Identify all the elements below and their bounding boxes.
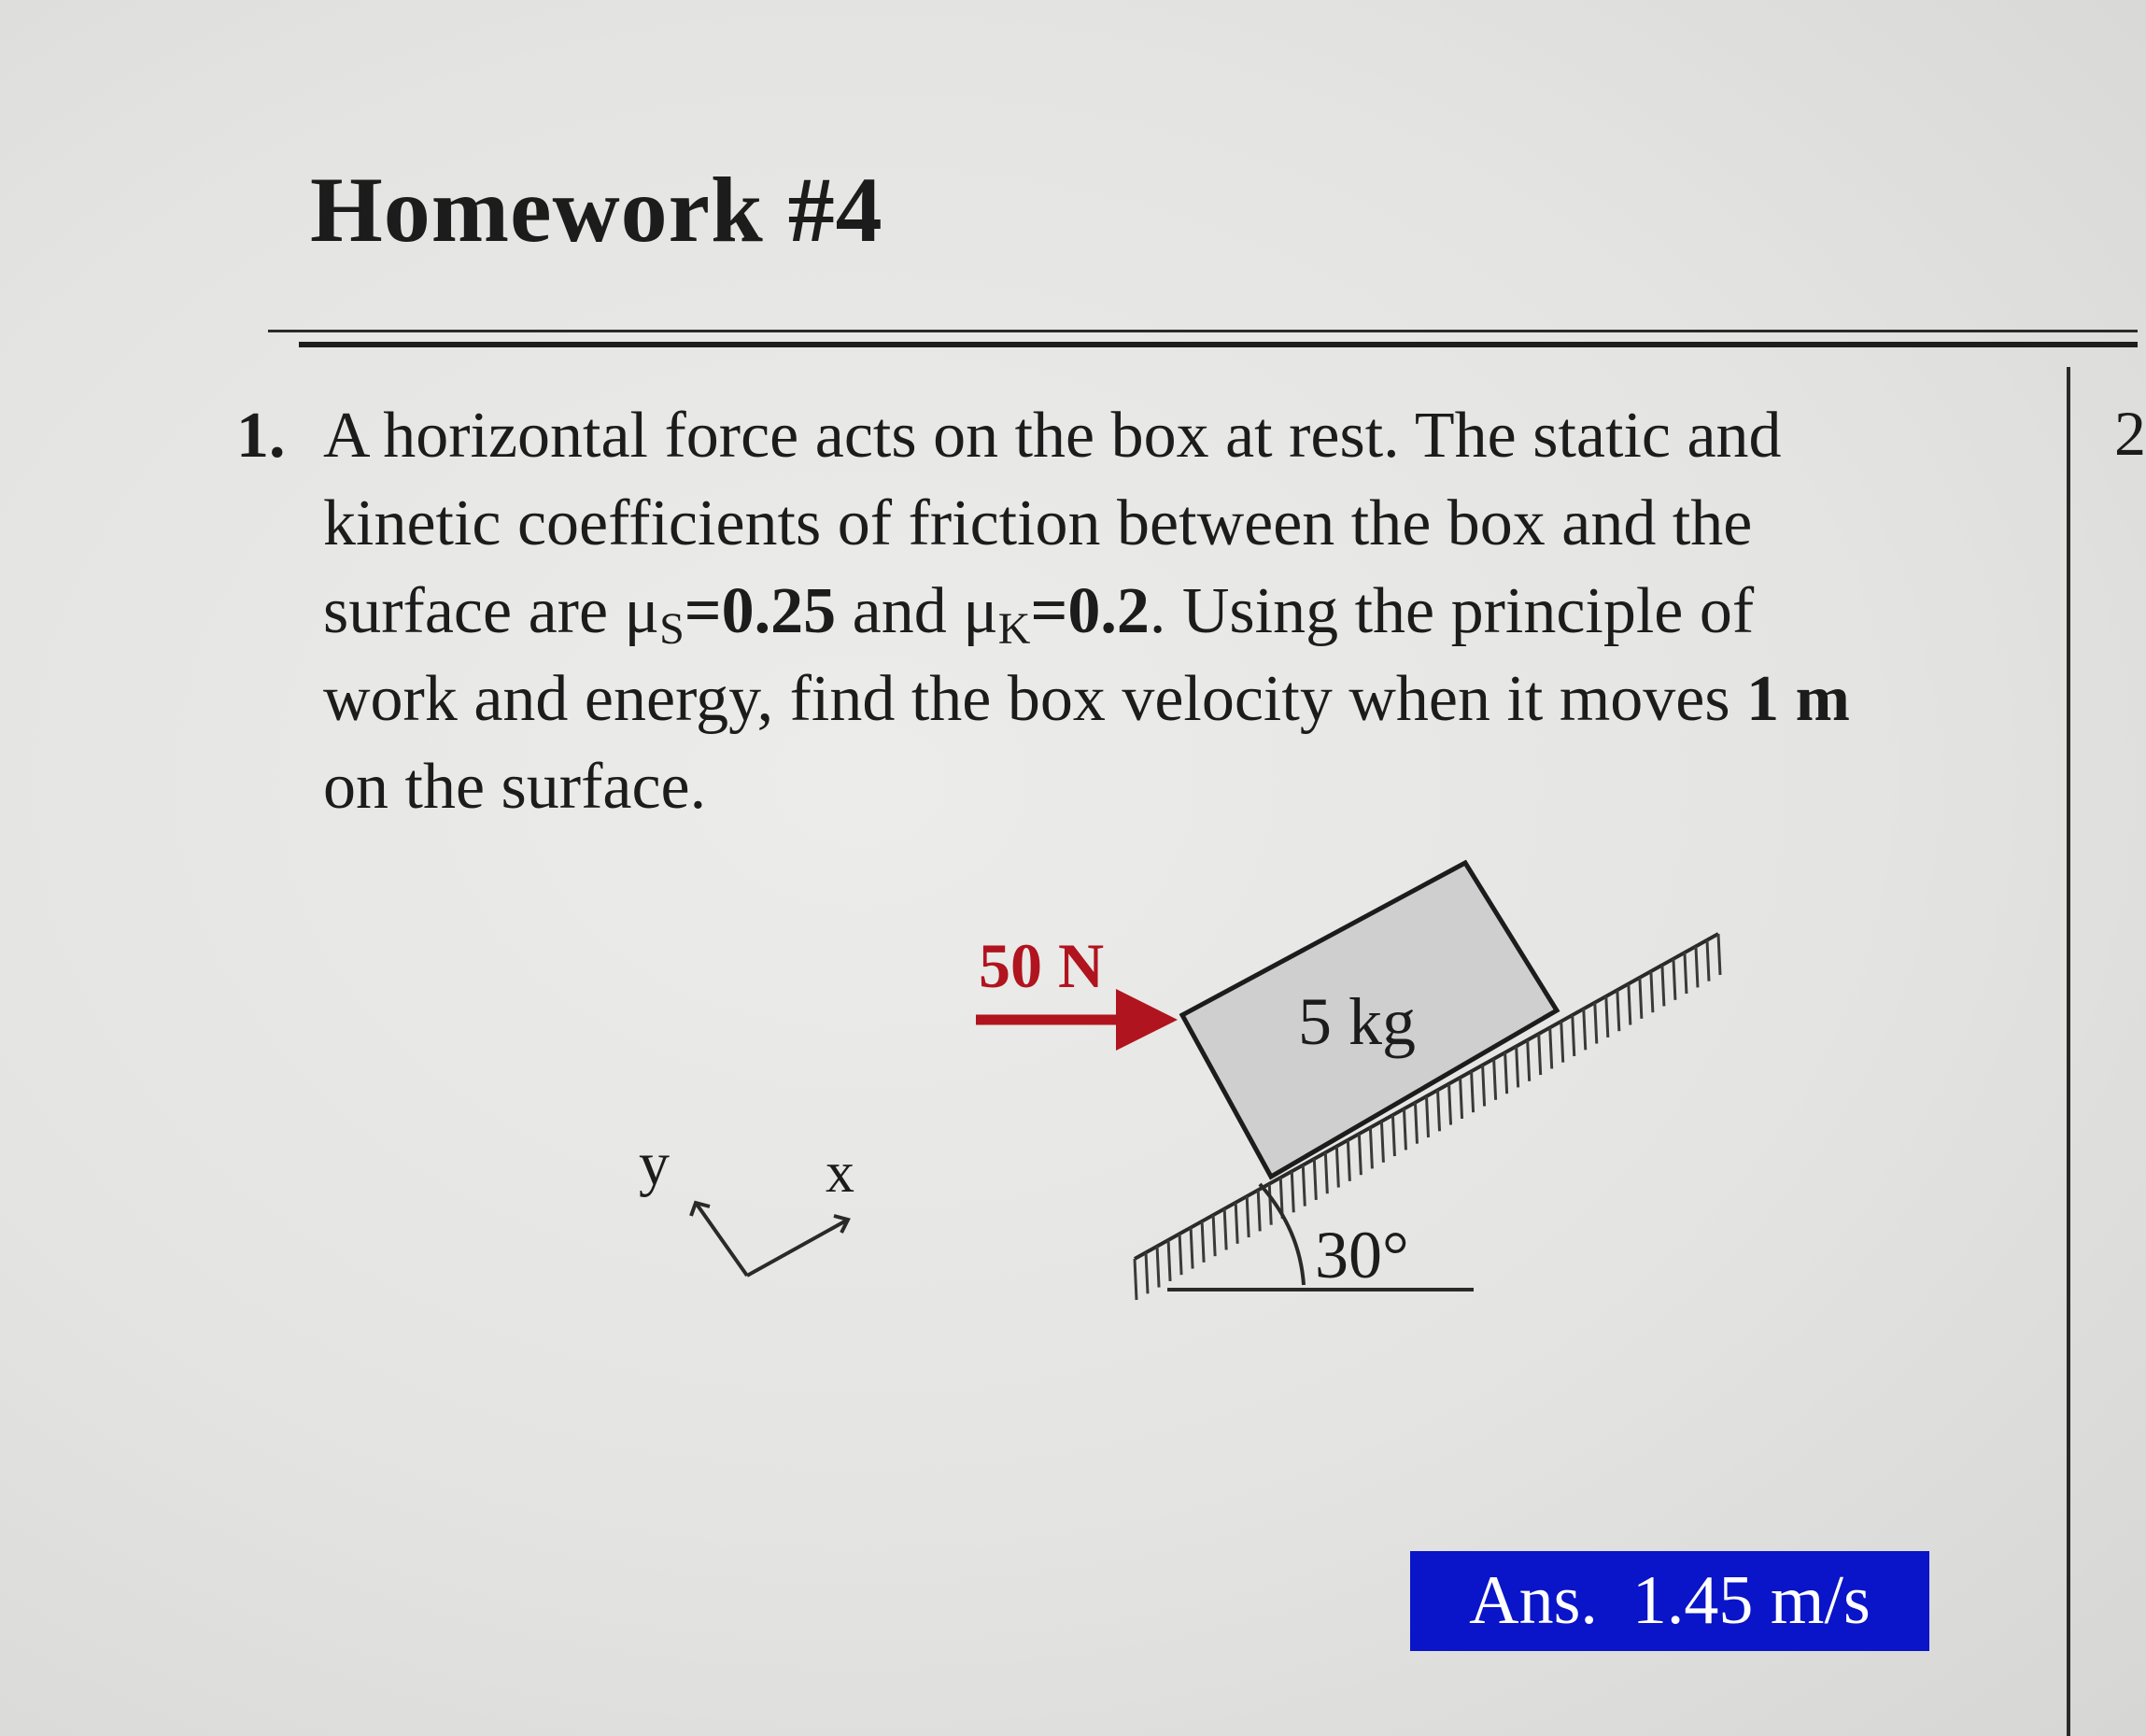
hatch-mark: [1325, 1152, 1327, 1193]
axes-icon: [691, 1203, 848, 1276]
hatch-mark: [1269, 1184, 1271, 1225]
hatch-mark: [1584, 1009, 1586, 1050]
hatch-mark: [1359, 1134, 1361, 1175]
hatch-mark: [1539, 1034, 1541, 1075]
mu-k-value: =0.2: [1030, 575, 1150, 647]
hatch-mark: [1617, 990, 1619, 1031]
axis-y-label: y: [639, 1130, 670, 1198]
hatch-mark: [1427, 1096, 1429, 1137]
hatch-mark: [1449, 1084, 1451, 1125]
hatch-mark: [1392, 1115, 1394, 1156]
hatch-mark: [1707, 940, 1709, 981]
hatch-mark: [1483, 1066, 1485, 1107]
statement-text: work and energy, find the box velocity when it moves: [323, 663, 1747, 735]
hatch-mark: [1561, 1022, 1563, 1063]
answer-value: 1.45 m/s: [1631, 1562, 1871, 1639]
hatch-mark: [1202, 1221, 1204, 1263]
hatch-mark: [1629, 984, 1631, 1025]
hatch-mark: [1550, 1027, 1552, 1068]
hatch-mark: [1662, 965, 1664, 1006]
hatch-mark: [1651, 971, 1653, 1012]
hatch-mark: [1370, 1127, 1372, 1168]
hatch-mark: [1404, 1108, 1405, 1150]
hatch-mark: [1191, 1228, 1193, 1269]
problem-number: 1.: [236, 400, 286, 472]
hatch-mark: [1135, 1259, 1137, 1300]
statement-line-5: on the surface.: [323, 751, 707, 823]
answer-label: Ans.: [1469, 1562, 1598, 1639]
mu-symbol: μ: [963, 575, 998, 647]
angle-label: 30°: [1315, 1218, 1409, 1292]
hatch-mark: [1348, 1140, 1349, 1181]
statement-text: surface are: [323, 575, 625, 647]
hatch-mark: [1224, 1208, 1226, 1249]
hatch-mark: [1640, 978, 1642, 1019]
axis-x-label: x: [826, 1141, 854, 1205]
hatch-mark: [1606, 996, 1608, 1037]
hatch-mark: [1528, 1040, 1530, 1081]
mu-k-subscript: K: [997, 604, 1031, 654]
hatch-mark: [1494, 1059, 1496, 1100]
hatch-mark: [1303, 1165, 1305, 1207]
hatch-mark: [1314, 1159, 1316, 1200]
hatch-mark: [1696, 946, 1698, 987]
hatch-mark: [1673, 959, 1675, 1000]
hatch-mark: [1685, 953, 1687, 994]
next-problem-number: 2: [2114, 398, 2146, 469]
mu-s-value: =0.25: [684, 575, 837, 647]
hatch-mark: [1573, 1015, 1574, 1056]
hatch-mark: [1595, 1003, 1597, 1044]
page-title: Homework #4: [310, 158, 883, 261]
mu-s-subscript: S: [659, 604, 685, 654]
hatch-mark: [1505, 1052, 1507, 1094]
hatch-mark: [1461, 1078, 1462, 1119]
mass-label: 5 kg: [1298, 984, 1416, 1059]
hatch-mark: [1213, 1215, 1215, 1256]
hatch-mark: [1336, 1147, 1338, 1188]
distance-value: 1 m: [1746, 663, 1850, 735]
hatch-mark: [1517, 1046, 1518, 1087]
hatch-mark: [1381, 1122, 1383, 1163]
hatch-mark: [1179, 1234, 1181, 1275]
hatch-mark: [1157, 1247, 1159, 1288]
hatch-mark: [1146, 1252, 1148, 1293]
statement-line-2: kinetic coefficients of friction between the box and the: [323, 487, 1753, 559]
hatch-mark: [1718, 934, 1720, 975]
hatch-mark: [1415, 1103, 1417, 1144]
hatch-mark: [1235, 1203, 1237, 1244]
hatch-mark: [1472, 1071, 1474, 1112]
force-label: 50 N: [979, 930, 1105, 1001]
hatch-mark: [1438, 1090, 1440, 1131]
statement-line-1: A horizontal force acts on the box at rest. The static and: [323, 400, 1782, 472]
hatch-mark: [1247, 1196, 1249, 1237]
statement-text: . Using the principle of: [1149, 575, 1755, 647]
hatch-mark: [1168, 1240, 1170, 1281]
hatch-mark: [1292, 1171, 1293, 1212]
answer-box: [1410, 1551, 1929, 1651]
statement-text: and: [836, 575, 964, 647]
hatch-mark: [1258, 1190, 1260, 1231]
mu-symbol: μ: [624, 575, 660, 647]
